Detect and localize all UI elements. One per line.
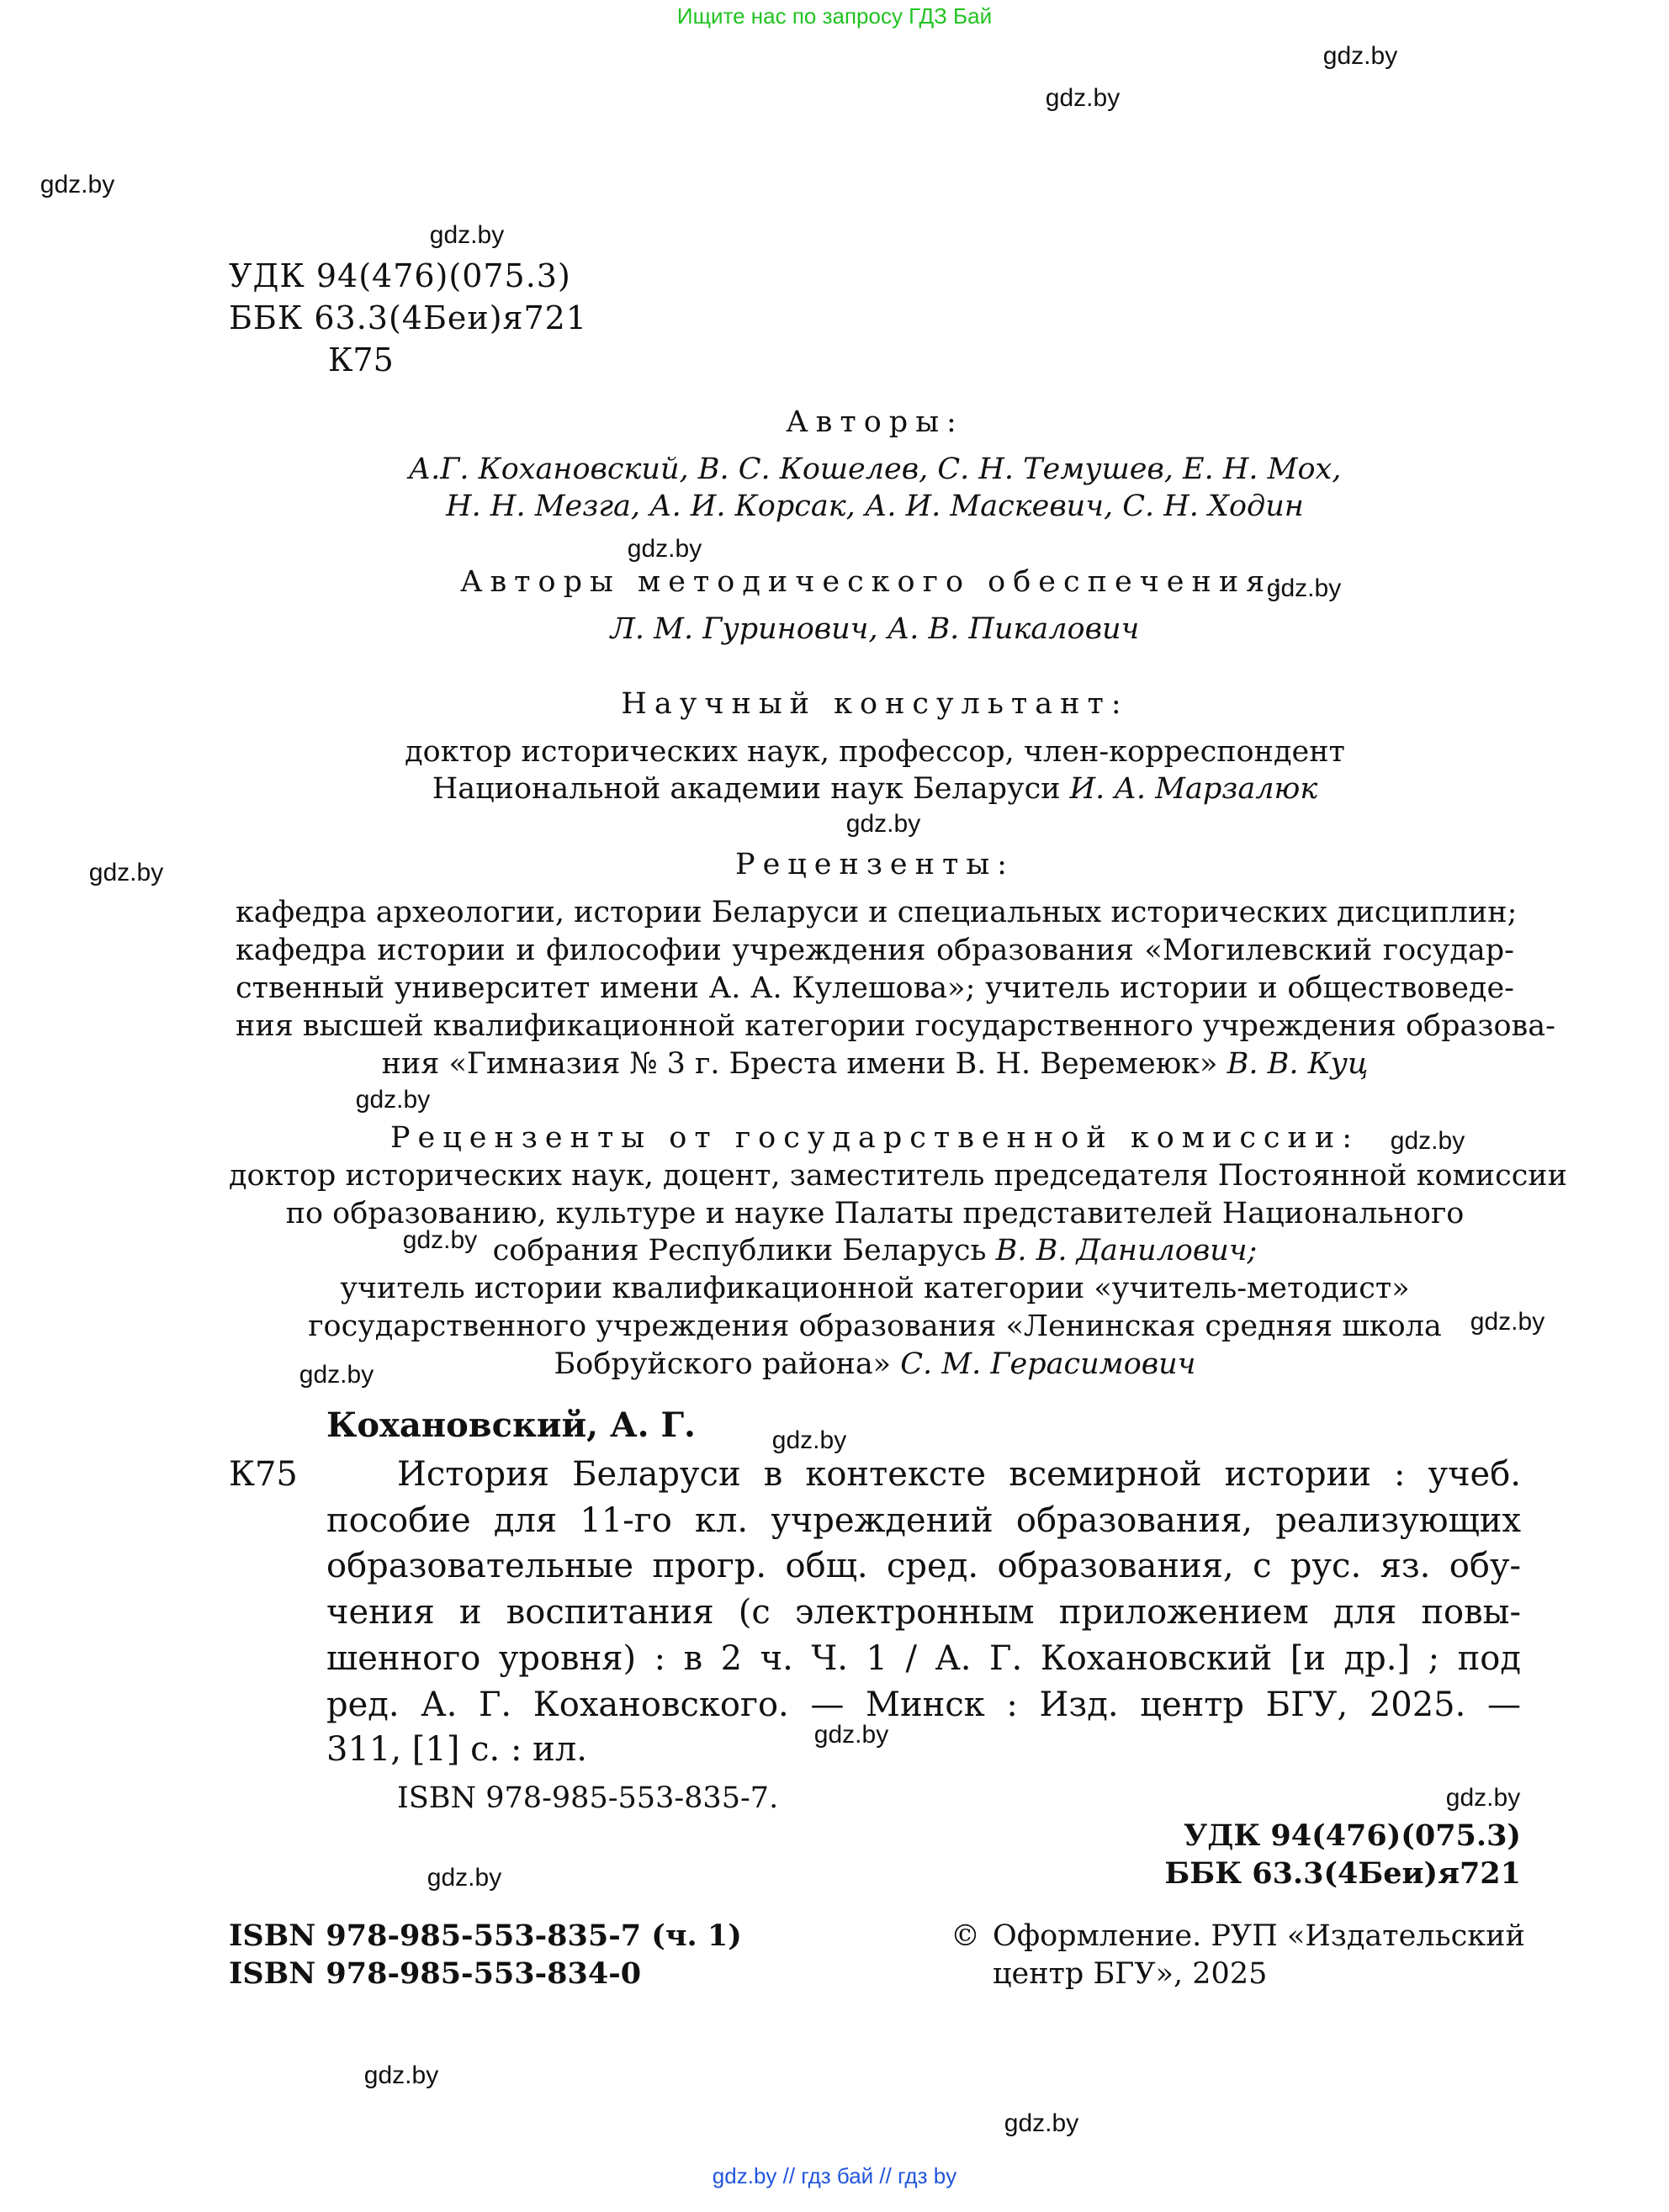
authors-heading: Авторы: xyxy=(786,405,964,439)
reviewers-line: кафедра истории и философии учреждения образования «Могилевский государ- xyxy=(236,934,1514,967)
footer-links[interactable]: gdz.by // гдз бай // гдз by xyxy=(712,2163,957,2188)
watermark: gdz.by xyxy=(771,1426,847,1454)
record-line: История Беларуси в контексте всемирной истории : учеб. xyxy=(397,1455,1521,1494)
watermark: gdz.by xyxy=(355,1086,431,1114)
watermark: gdz.by xyxy=(363,2061,439,2089)
reviewers-line: ния высшей квалификационной категории государственного учреждения образова- xyxy=(236,1009,1555,1043)
search-banner[interactable]: Ищите нас по запросу ГДЗ Бай xyxy=(676,3,993,29)
record-udk: УДК 94(476)(075.3) xyxy=(1183,1818,1521,1853)
watermark: gdz.by xyxy=(299,1361,374,1389)
isbn-part1: ISBN 978-985-553-835-7 (ч. 1) xyxy=(229,1918,742,1953)
watermark: gdz.by xyxy=(1004,2109,1079,2137)
consultant-line xyxy=(229,770,1521,807)
authors-line: Н. Н. Мезга, А. И. Корсак, А. И. Маскевич, С. Н. Ходин xyxy=(446,489,1304,523)
consultant-line: доктор исторических наук, профессор, член-корреспондент xyxy=(405,735,1345,769)
reviewer-name: В. В. Куц xyxy=(1227,1047,1369,1081)
state-reviewers-line: по образованию, культуре и науке Палаты представителей Национального xyxy=(285,1197,1465,1230)
state-reviewers-line: государственного учреждения образования «Ленинская средняя школа xyxy=(308,1310,1442,1343)
watermark: gdz.by xyxy=(1045,84,1121,112)
record-line: 311, [1] с. : ил. xyxy=(326,1730,587,1769)
record-line: чения и воспитания (с электронным приложением для повы- xyxy=(326,1593,1521,1632)
state-reviewers-heading: Рецензенты от государственной комиссии: xyxy=(390,1121,1359,1155)
consultant-name: И. А. Марзалюк xyxy=(1069,772,1318,806)
authors-line: А.Г. Кохановский, В. С. Кошелев, С. Н. Темушев, Е. Н. Мох, xyxy=(408,452,1342,486)
watermark: gdz.by xyxy=(845,810,921,838)
record-author: Кохановский, А. Г. xyxy=(326,1405,696,1445)
bbk-code: ББК 63.3(4Беи)я721 xyxy=(229,299,588,336)
watermark: gdz.by xyxy=(429,221,505,249)
reviewer-name: В. В. Данилович; xyxy=(995,1234,1258,1267)
record-line: образовательные прогр. общ. сред. образования, с рус. яз. обу- xyxy=(326,1547,1521,1585)
udk-code: УДК 94(476)(075.3) xyxy=(229,257,571,294)
record-isbn: ISBN 978-985-553-835-7. xyxy=(397,1781,779,1815)
watermark: gdz.by xyxy=(402,1226,478,1254)
watermark: gdz.by xyxy=(88,859,164,886)
watermark: gdz.by xyxy=(1322,42,1398,70)
copyright-line: Оформление. РУП «Издательский xyxy=(993,1919,1525,1953)
state-reviewers-line xyxy=(229,1346,1521,1383)
record-line: шенного уровня) : в 2 ч. Ч. 1 / А. Г. Кохановский [и др.] ; под xyxy=(326,1639,1521,1678)
reviewers-line xyxy=(229,1045,1521,1082)
watermark: gdz.by xyxy=(427,1864,502,1892)
isbn-full: ISBN 978-985-553-834-0 xyxy=(229,1956,642,1991)
reviewers-line: ственный университет имени А. А. Кулешова»; учитель истории и обществоведе- xyxy=(236,971,1514,1005)
watermark: gdz.by xyxy=(1445,1784,1521,1812)
state-reviewers-line xyxy=(229,1232,1521,1269)
watermark: gdz.by xyxy=(1470,1308,1545,1336)
reviewers-line: кафедра археологии, истории Беларуси и специальных исторических дисциплин; xyxy=(236,896,1518,929)
reviewers-heading: Рецензенты: xyxy=(735,848,1015,881)
reviewer-name: С. М. Герасимович xyxy=(900,1347,1196,1381)
state-reviewers-text: собрания Республики Беларусь xyxy=(492,1234,987,1267)
watermark: gdz.by xyxy=(1266,574,1342,602)
copyright-line: центр БГУ», 2025 xyxy=(993,1957,1268,1991)
reviewers-text: ния «Гимназия № 3 г. Бреста имени В. Н. Веремеюк» xyxy=(381,1047,1218,1081)
copyright-icon: © xyxy=(951,1919,980,1953)
watermark: gdz.by xyxy=(813,1721,889,1749)
record-line: пособие для 11-го кл. учреждений образования, реализующих xyxy=(326,1501,1521,1540)
method-authors-names: Л. М. Гуринович, А. В. Пикалович xyxy=(610,612,1140,646)
state-reviewers-line: учитель истории квалификационной категории «учитель-методист» xyxy=(340,1272,1410,1305)
record-bbk: ББК 63.3(4Беи)я721 xyxy=(1164,1856,1521,1891)
method-authors-heading: Авторы методического обеспечения: xyxy=(459,565,1290,599)
consultant-affiliation: Национальной академии наук Беларуси xyxy=(432,772,1061,806)
record-line: ред. А. Г. Кохановского. — Минск : Изд. центр БГУ, 2025. — xyxy=(326,1685,1521,1724)
watermark: gdz.by xyxy=(1390,1127,1465,1155)
state-reviewers-text: Бобруйского района» xyxy=(554,1347,892,1381)
author-mark: К75 xyxy=(328,341,394,378)
record-code: К75 xyxy=(229,1455,298,1494)
state-reviewers-line: доктор исторических наук, доцент, заместитель председателя Постоянной комиссии xyxy=(229,1159,1567,1193)
watermark: gdz.by xyxy=(40,171,115,198)
watermark: gdz.by xyxy=(627,535,702,563)
consultant-heading: Научный консультант: xyxy=(621,687,1129,721)
